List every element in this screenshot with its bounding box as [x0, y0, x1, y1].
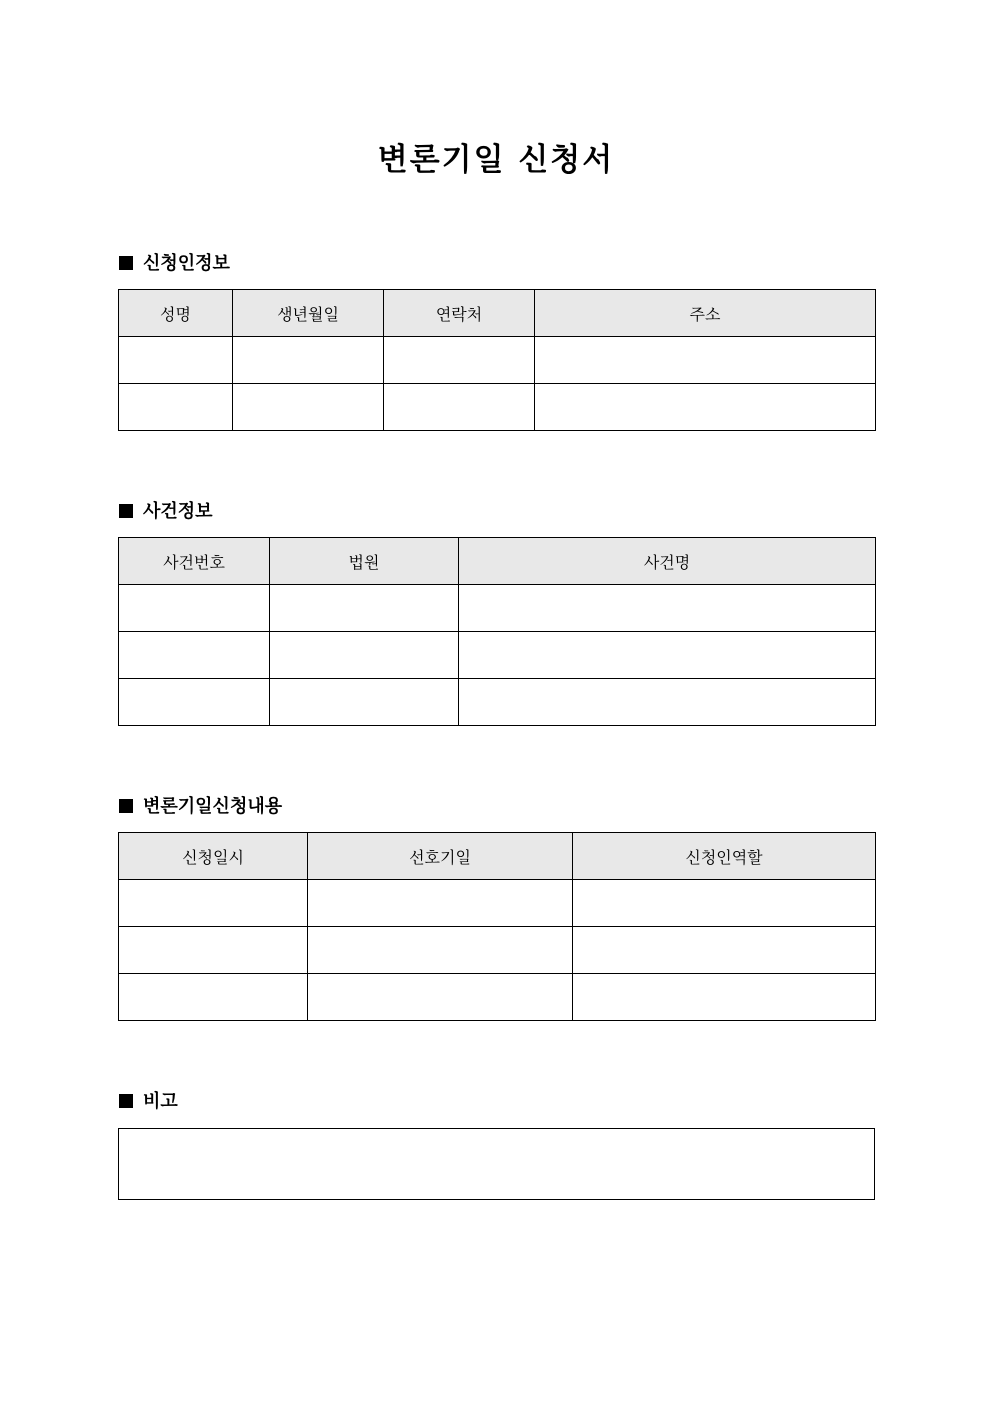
- column-header-case-number: 사건번호: [119, 538, 270, 585]
- table-header-row: [119, 538, 876, 585]
- contact-cell[interactable]: [384, 337, 535, 384]
- court-cell[interactable]: [270, 679, 459, 726]
- table-row: [119, 927, 876, 974]
- applicant-table: [118, 289, 876, 431]
- request-date-cell[interactable]: [119, 880, 308, 927]
- document-title: 변론기일 신청서: [377, 142, 615, 178]
- preferred-date-cell[interactable]: [308, 880, 573, 927]
- case-number-cell[interactable]: [119, 585, 270, 632]
- court-cell[interactable]: [270, 585, 459, 632]
- column-header-birthdate: 생년월일: [233, 290, 384, 337]
- section-title: 신청인정보: [143, 253, 230, 274]
- name-cell[interactable]: [119, 337, 233, 384]
- section-title: 비고: [143, 1091, 178, 1112]
- case-name-cell[interactable]: [459, 679, 876, 726]
- name-cell[interactable]: [119, 384, 233, 431]
- section-heading-applicant: [119, 252, 230, 276]
- case-name-cell[interactable]: [459, 632, 876, 679]
- remarks-box[interactable]: [118, 1128, 875, 1200]
- table-row: [119, 679, 876, 726]
- square-bullet-icon: [119, 1094, 133, 1108]
- court-cell[interactable]: [270, 632, 459, 679]
- column-header-name: 성명: [119, 290, 233, 337]
- applicant-role-cell[interactable]: [573, 927, 876, 974]
- column-header-court: 법원: [270, 538, 459, 585]
- preferred-date-cell[interactable]: [308, 927, 573, 974]
- table-row: [119, 632, 876, 679]
- column-header-address: 주소: [535, 290, 876, 337]
- section-title: 변론기일신청내용: [143, 796, 283, 817]
- applicant-role-cell[interactable]: [573, 974, 876, 1021]
- table-row: [119, 974, 876, 1021]
- square-bullet-icon: [119, 799, 133, 813]
- preferred-date-cell[interactable]: [308, 974, 573, 1021]
- applicant-role-cell[interactable]: [573, 880, 876, 927]
- section-heading-remarks: [119, 1090, 178, 1114]
- case-number-cell[interactable]: [119, 632, 270, 679]
- request-date-cell[interactable]: [119, 927, 308, 974]
- hearing-table: [118, 832, 876, 1021]
- square-bullet-icon: [119, 504, 133, 518]
- request-date-cell[interactable]: [119, 974, 308, 1021]
- case-name-cell[interactable]: [459, 585, 876, 632]
- table-row: [119, 337, 876, 384]
- table-header-row: [119, 833, 876, 880]
- table-row: [119, 585, 876, 632]
- section-heading-hearing: [119, 795, 282, 819]
- section-heading-case: [119, 500, 213, 524]
- address-cell[interactable]: [535, 337, 876, 384]
- birthdate-cell[interactable]: [233, 384, 384, 431]
- case-number-cell[interactable]: [119, 679, 270, 726]
- column-header-case-name: 사건명: [459, 538, 876, 585]
- column-header-request-date: 신청일시: [119, 833, 308, 880]
- case-table: [118, 537, 876, 726]
- section-title: 사건정보: [143, 501, 213, 522]
- contact-cell[interactable]: [384, 384, 535, 431]
- table-row: [119, 880, 876, 927]
- square-bullet-icon: [119, 256, 133, 270]
- column-header-applicant-role: 신청인역할: [573, 833, 876, 880]
- column-header-contact: 연락처: [384, 290, 535, 337]
- address-cell[interactable]: [535, 384, 876, 431]
- column-header-preferred-date: 선호기일: [308, 833, 573, 880]
- birthdate-cell[interactable]: [233, 337, 384, 384]
- table-header-row: [119, 290, 876, 337]
- table-row: [119, 384, 876, 431]
